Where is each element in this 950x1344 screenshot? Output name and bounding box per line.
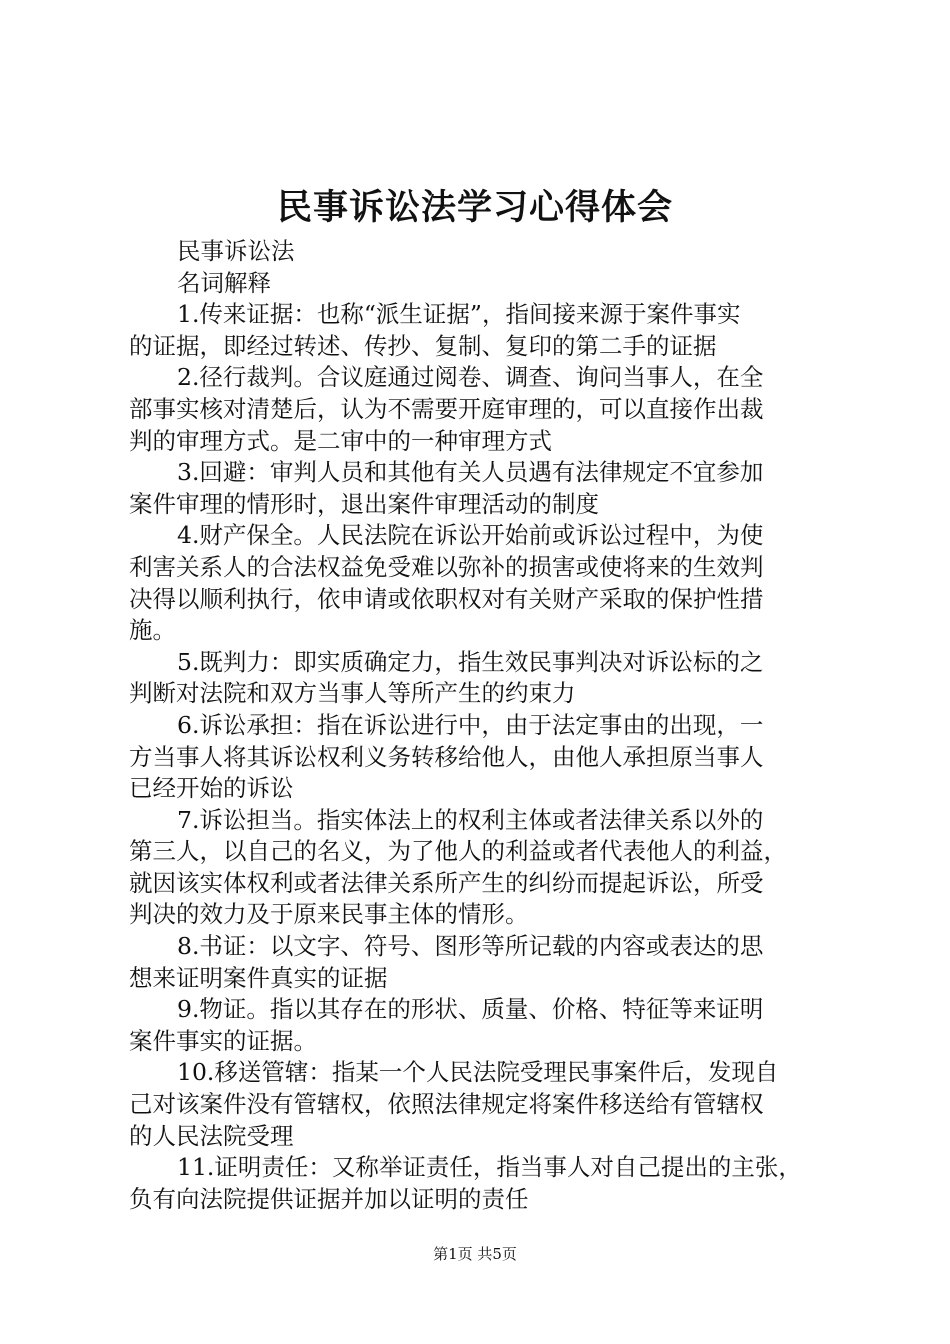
text-line: 6.诉讼承担：指在诉讼进行中，由于法定事由的出现，一 [177,710,764,739]
text-line: 己对该案件没有管辖权，依照法律规定将案件移送给有管辖权 [129,1090,764,1119]
text-line: 第三人，以自己的名义，为了他人的利益或者代表他人的利益， [129,837,787,866]
text-line: 5.既判力：即实质确定力，指生效民事判决对诉讼标的之 [177,647,764,676]
text-line: 民事诉讼法 [177,237,295,265]
text-line: 案件事实的证据。 [129,1026,317,1055]
text-line: 4.财产保全。人民法院在诉讼开始前或诉讼过程中，为使 [177,521,764,550]
text-line: 案件审理的情形时，退出案件审理活动的制度 [129,489,599,518]
document-title: 民事诉讼法学习心得体会 [276,187,673,228]
text-line: 判决的效力及于原来民事主体的情形。 [129,900,529,929]
text-line: 判的审理方式。是二审中的一种审理方式 [129,426,552,455]
text-line: 的人民法院受理 [129,1121,294,1150]
text-line: 2.径行裁判。合议庭通过阅卷、调查、询问当事人，在全 [177,363,764,392]
text-line: 10.移送管辖：指某一个人民法院受理民事案件后，发现自 [177,1058,779,1087]
document-body [129,236,831,1215]
text-line: 已经开始的诉讼 [129,774,294,803]
text-line: 决得以顺利执行，依申请或依职权对有关财产采取的保护性措 [129,584,764,613]
text-line: 3.回避：审判人员和其他有关人员遇有法律规定不宜参加 [177,458,764,487]
text-line: 8.书证：以文字、符号、图形等所记载的内容或表达的思 [177,932,764,961]
text-line: 7.诉讼担当。指实体法上的权利主体或者法律关系以外的 [177,805,764,834]
text-line: 1.传来证据：也称“派生证据”，指间接来源于案件事实 [177,300,741,329]
text-line: 9.物证。指以其存在的形状、质量、价格、特征等来证明 [177,995,764,1024]
text-line: 的证据，即经过转述、传抄、复制、复印的第二手的证据 [129,331,717,360]
page-footer: 第1页 共5页 [433,1245,517,1263]
text-line: 就因该实体权利或者法律关系所产生的纠纷而提起诉讼，所受 [129,868,764,897]
text-line: 名词解释 [177,268,271,297]
text-line: 想来证明案件真实的证据 [129,963,388,992]
text-line: 施。 [129,616,176,645]
text-line: 部事实核对清楚后，认为不需要开庭审理的，可以直接作出裁 [129,394,764,423]
text-line: 方当事人将其诉讼权利义务转移给他人，由他人承担原当事人 [129,742,764,771]
text-line: 负有向法院提供证据并加以证明的责任 [129,1184,529,1213]
text-line: 判断对法院和双方当事人等所产生的约束力 [129,679,576,708]
text-line: 利害关系人的合法权益免受难以弥补的损害或使将来的生效判 [129,552,764,581]
text-line: 11.证明责任：又称举证责任，指当事人对自己提出的主张， [177,1153,802,1182]
